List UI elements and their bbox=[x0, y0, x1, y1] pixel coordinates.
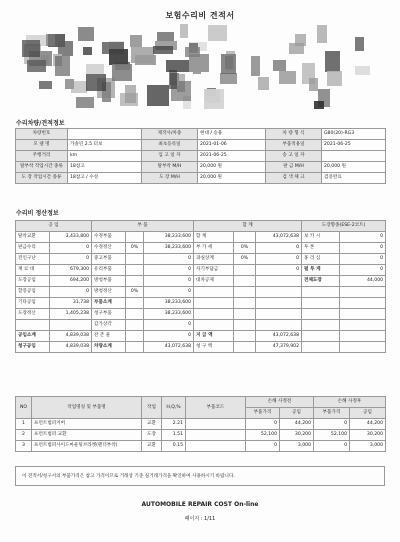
cost-value bbox=[340, 320, 386, 331]
cost-value: 0 bbox=[50, 243, 92, 254]
cost-value bbox=[340, 309, 386, 320]
cost-label: 대차공제 bbox=[194, 276, 234, 287]
cost-value: 0 bbox=[256, 254, 302, 265]
cost-value: 0 bbox=[50, 254, 92, 265]
cost-value bbox=[256, 298, 302, 309]
cost-value: 0 bbox=[144, 320, 194, 331]
mosaic-block bbox=[355, 37, 364, 51]
cost-value bbox=[340, 342, 386, 353]
mosaic-block bbox=[27, 60, 46, 72]
cost-value: 31,738 bbox=[50, 298, 92, 309]
cost-value: 0% bbox=[126, 243, 144, 254]
cost-value: 0 bbox=[50, 287, 92, 298]
mosaic-block bbox=[83, 47, 92, 55]
cost-label: 탈착교환 bbox=[16, 232, 50, 243]
cost-label: 펄 투 게 bbox=[302, 265, 340, 276]
cost-label bbox=[194, 287, 234, 298]
parts-cell: 2 bbox=[16, 430, 32, 441]
parts-cell: 0 bbox=[246, 441, 280, 452]
parts-col-no: NO bbox=[16, 397, 32, 419]
cost-label bbox=[302, 342, 340, 353]
disclaimer-note: 이 견적서/청구서의 부품가격은 참고 가격이므로 거래상 기준 실거래가격을 확인하여 사용하시기 바랍니다. bbox=[15, 466, 385, 486]
mosaic-block bbox=[130, 35, 142, 47]
cost-label: 판금수리 bbox=[16, 243, 50, 254]
cost-value bbox=[234, 320, 256, 331]
cost-value: 0 bbox=[144, 287, 194, 298]
cost-value: 3,433,800 bbox=[50, 232, 92, 243]
mosaic-block bbox=[208, 25, 227, 41]
cost-label: 홍 리 심 bbox=[302, 254, 340, 265]
table-row bbox=[16, 129, 386, 140]
cost-value: 38,233,600 bbox=[144, 309, 194, 320]
mosaic-block bbox=[39, 81, 52, 89]
field-label: 도 장 작업시간 종류 bbox=[16, 173, 68, 184]
cost-label: 청 구 액 bbox=[194, 342, 234, 353]
mosaic-block bbox=[76, 97, 94, 108]
cost-label: 보 카 시 bbox=[302, 232, 340, 243]
parts-cell: 0 bbox=[314, 441, 350, 452]
cost-value: 4,839,038 bbox=[50, 331, 92, 342]
cost-label: 과실상계 bbox=[194, 254, 234, 265]
mosaic-block bbox=[279, 71, 296, 84]
vehicle-info-table bbox=[15, 128, 386, 184]
field-value: 18참고 / 수성 bbox=[68, 173, 142, 184]
mosaic-block bbox=[180, 24, 188, 38]
field-value: 검증완료 bbox=[322, 173, 386, 184]
cost-label: 방청정산 bbox=[92, 287, 126, 298]
field-label: 주행거리 bbox=[16, 151, 68, 162]
cost-value: 38,233,600 bbox=[144, 232, 194, 243]
table-row bbox=[16, 232, 386, 243]
parts-cell: 1 bbox=[16, 419, 32, 430]
cost-value: 694,200 bbox=[50, 276, 92, 287]
cost-label: 도장정산 bbox=[16, 309, 50, 320]
cost-label: 전체도장 bbox=[302, 276, 340, 287]
cost-label: 할증공임 bbox=[16, 287, 50, 298]
cost-label: 자기부담금 bbox=[194, 265, 234, 276]
field-value: G80(20)-RG3 bbox=[322, 129, 386, 140]
cost-label bbox=[302, 309, 340, 320]
cost-label bbox=[16, 320, 50, 331]
cost-value bbox=[234, 232, 256, 243]
cost-value: 0% bbox=[126, 287, 144, 298]
cost-label: 합 계 bbox=[194, 232, 234, 243]
mosaic-block bbox=[204, 89, 224, 109]
parts-cell: 3 bbox=[16, 441, 32, 452]
cost-label bbox=[302, 298, 340, 309]
field-label: 최초등록일 bbox=[142, 140, 198, 151]
table-row bbox=[16, 162, 386, 173]
table-row bbox=[16, 287, 386, 298]
cost-value bbox=[234, 265, 256, 276]
field-value: 20,000 원 bbox=[322, 162, 386, 173]
mosaic-block bbox=[120, 93, 138, 106]
parts-cell: 1.51 bbox=[162, 430, 186, 441]
parts-cell: 0.15 bbox=[162, 441, 186, 452]
cost-label bbox=[302, 320, 340, 331]
table-row bbox=[16, 320, 386, 331]
cost-label bbox=[194, 309, 234, 320]
mosaic-block bbox=[355, 66, 370, 75]
parts-col-after: 손해 사정후 bbox=[314, 397, 386, 408]
field-value: 2021-06-25 bbox=[322, 140, 386, 151]
cost-settlement-table bbox=[15, 220, 386, 353]
cost-value bbox=[234, 342, 256, 353]
cost-value: 0% bbox=[234, 254, 256, 265]
field-value bbox=[68, 129, 142, 140]
parts-header: 부 품 bbox=[92, 221, 194, 232]
table-row bbox=[16, 331, 386, 342]
cost-label: 도장공임 bbox=[16, 276, 50, 287]
table-row bbox=[16, 309, 386, 320]
cost-label: 수정부품 bbox=[92, 232, 126, 243]
parts-col-code: 부품코드 bbox=[186, 397, 246, 419]
cost-value bbox=[234, 331, 256, 342]
cost-value: 0 bbox=[144, 331, 194, 342]
mosaic-block bbox=[327, 71, 342, 86]
vehicle-section-title: 수리차량/견적정보 bbox=[16, 120, 65, 127]
mosaic-block bbox=[169, 70, 177, 89]
parts-cell: 도장 bbox=[142, 430, 162, 441]
parts-cell: 30,200 bbox=[350, 430, 386, 441]
parts-work-table bbox=[15, 396, 386, 452]
cost-value bbox=[256, 320, 302, 331]
parts-cell: 0 bbox=[314, 419, 350, 430]
cost-value: 0 bbox=[144, 254, 194, 265]
mosaic-block bbox=[302, 63, 315, 84]
mosaic-block bbox=[55, 56, 70, 76]
cost-value: 0 bbox=[256, 265, 302, 276]
cost-value: 0 bbox=[340, 243, 386, 254]
cost-value: 44,000 bbox=[340, 276, 386, 287]
cost-value: 38,233,600 bbox=[144, 298, 194, 309]
cost-label: 수정정산 bbox=[92, 243, 126, 254]
parts-cell: 3,000 bbox=[350, 441, 386, 452]
cost-value: 47,379,902 bbox=[256, 342, 302, 353]
cost-value bbox=[340, 298, 386, 309]
mosaic-block bbox=[157, 32, 174, 41]
field-label: 모 델 명 bbox=[16, 140, 68, 151]
field-value: 20,000 원 bbox=[198, 162, 266, 173]
cost-label bbox=[302, 331, 340, 342]
mosaic-block bbox=[65, 79, 74, 89]
cost-value bbox=[126, 320, 144, 331]
cost-label: 유리부품 bbox=[92, 265, 126, 276]
field-value: 18참고 bbox=[68, 162, 142, 173]
cost-value bbox=[256, 287, 302, 298]
cost-label: 공임소계 bbox=[16, 331, 50, 342]
cost-value bbox=[126, 298, 144, 309]
cost-value: 1,405,238 bbox=[50, 309, 92, 320]
cost-label bbox=[302, 287, 340, 298]
parts-cell: 교환 bbox=[142, 419, 162, 430]
redacted-mosaic bbox=[18, 24, 380, 110]
field-value: km bbox=[68, 151, 142, 162]
mosaic-block bbox=[131, 47, 154, 63]
parts-cell: 프런트범퍼사이드마운팅브라켓(펜더부착) bbox=[32, 441, 142, 452]
cost-value bbox=[126, 309, 144, 320]
mosaic-block bbox=[78, 27, 94, 41]
parts-cell: 0 bbox=[246, 419, 280, 430]
cost-value bbox=[50, 320, 92, 331]
field-label: 판 금 M/H bbox=[266, 162, 322, 173]
field-label: 송 고 일 자 bbox=[266, 151, 322, 162]
cost-value: 43,072,638 bbox=[256, 232, 302, 243]
table-row bbox=[16, 265, 386, 276]
cost-label bbox=[194, 320, 234, 331]
cost-value bbox=[126, 342, 144, 353]
parts-col-name: 작업명칭 및 부품명 bbox=[32, 397, 142, 419]
mosaic-block bbox=[251, 56, 260, 76]
cost-label: 청구공임 bbox=[16, 342, 50, 353]
parts-cell bbox=[186, 419, 246, 430]
mosaic-block bbox=[221, 54, 236, 74]
parts-col-work: 작업 bbox=[142, 397, 162, 419]
cost-label: 방청부품 bbox=[92, 276, 126, 287]
table-row bbox=[16, 173, 386, 184]
total-header: 합 계 bbox=[194, 221, 302, 232]
footer-title: AUTOMOBILE REPAIR COST On-line bbox=[141, 501, 259, 508]
cost-value: 43,072,638 bbox=[256, 331, 302, 342]
cost-value bbox=[234, 309, 256, 320]
table-row bbox=[16, 441, 386, 452]
cost-value bbox=[234, 298, 256, 309]
cost-value bbox=[126, 331, 144, 342]
cost-label: 감가상각 bbox=[92, 320, 126, 331]
field-value: 현대 / 승용 bbox=[198, 129, 266, 140]
cost-value: 0 bbox=[340, 265, 386, 276]
page-indicator: 페이지 : 1/11 bbox=[184, 516, 216, 522]
parts-col-before-price: 부품가격 bbox=[246, 408, 280, 419]
labor-header: 공 임 bbox=[16, 221, 92, 232]
table-row bbox=[16, 342, 386, 353]
cost-label: 부 가 세 bbox=[194, 243, 234, 254]
mosaic-block bbox=[86, 74, 106, 91]
parts-cell: 44,200 bbox=[280, 419, 314, 430]
parts-cell: 44,200 bbox=[350, 419, 386, 430]
mosaic-block bbox=[258, 77, 269, 90]
mosaic-block bbox=[185, 47, 200, 57]
cost-label: 잔 존 물 bbox=[92, 331, 126, 342]
cost-value bbox=[234, 276, 256, 287]
table-row bbox=[16, 430, 386, 441]
mosaic-block bbox=[102, 42, 124, 54]
parts-col-before-labor: 공임 bbox=[280, 408, 314, 419]
cost-value bbox=[126, 232, 144, 243]
cost-label: 부품소계 bbox=[92, 298, 126, 309]
mosaic-block bbox=[22, 40, 40, 57]
table-row bbox=[16, 151, 386, 162]
cost-label: 견인구난 bbox=[16, 254, 50, 265]
field-label: 탈부착 M/H bbox=[142, 162, 198, 173]
cost-label: 중고부품 bbox=[92, 254, 126, 265]
document-title: 보험수리비 견적서 bbox=[165, 11, 235, 20]
mosaic-block bbox=[220, 73, 237, 84]
parts-col-hq: H,Q,% bbox=[162, 397, 186, 419]
cost-label: 차량소계 bbox=[92, 342, 126, 353]
table-row bbox=[16, 419, 386, 430]
parts-cell: 2.21 bbox=[162, 419, 186, 430]
field-value: 2021-06-25 bbox=[198, 151, 266, 162]
cost-value: 0 bbox=[340, 232, 386, 243]
mosaic-block bbox=[325, 51, 340, 72]
cost-value bbox=[126, 276, 144, 287]
mosaic-block bbox=[46, 34, 55, 46]
mosaic-block bbox=[289, 43, 304, 54]
cost-value bbox=[256, 276, 302, 287]
field-label: 도 장 M/H bbox=[142, 173, 198, 184]
mosaic-block bbox=[314, 101, 324, 109]
cost-value bbox=[126, 265, 144, 276]
cost-value bbox=[256, 309, 302, 320]
cost-value: 0 bbox=[256, 243, 302, 254]
cost-value: 0 bbox=[340, 254, 386, 265]
field-value: 20,000 원 bbox=[198, 173, 266, 184]
mosaic-block bbox=[112, 64, 132, 81]
parts-col-before: 손해 사정전 bbox=[246, 397, 314, 408]
cost-label: 청구부품 bbox=[92, 309, 126, 320]
field-label: 입 고 일 자 bbox=[142, 151, 198, 162]
cost-value: 43,072,638 bbox=[144, 342, 194, 353]
table-row bbox=[16, 254, 386, 265]
cost-label: 재 료 대 bbox=[16, 265, 50, 276]
parts-cell: 30,200 bbox=[280, 430, 314, 441]
cost-section-title: 수리비 정산정보 bbox=[16, 210, 59, 217]
cost-value: 0% bbox=[234, 243, 256, 254]
field-label: 차량번호 bbox=[16, 129, 68, 140]
cost-value: 679,300 bbox=[50, 265, 92, 276]
cost-label: 지 급 액 bbox=[194, 331, 234, 342]
parts-cell: 교환 bbox=[142, 441, 162, 452]
field-label: 검 색 체 크 bbox=[266, 173, 322, 184]
parts-cell bbox=[186, 430, 246, 441]
parts-cell: 52,100 bbox=[246, 430, 280, 441]
cost-label: 투 톤 bbox=[302, 243, 340, 254]
mosaic-block bbox=[317, 25, 327, 43]
table-row bbox=[16, 298, 386, 309]
table-row bbox=[16, 243, 386, 254]
field-label: 차 량 형 식 bbox=[266, 129, 322, 140]
cost-value: 38,233,600 bbox=[144, 243, 194, 254]
field-label: 부품적용일 bbox=[266, 140, 322, 151]
cost-value bbox=[234, 287, 256, 298]
cost-value bbox=[126, 254, 144, 265]
cost-label bbox=[194, 298, 234, 309]
parts-cell: 프런트범퍼 교환 bbox=[32, 430, 142, 441]
parts-cell: 프런트범퍼커버 bbox=[32, 419, 142, 430]
paint-header: 도장향종(ESE-2코트) bbox=[302, 221, 386, 232]
parts-col-after-labor: 공임 bbox=[350, 408, 386, 419]
field-value: 2021-01-06 bbox=[198, 140, 266, 151]
cost-value: 4,839,038 bbox=[50, 342, 92, 353]
cost-value: 0 bbox=[144, 265, 194, 276]
cost-label: 기타공임 bbox=[16, 298, 50, 309]
field-value: 가솔린 2.5 터보 bbox=[68, 140, 142, 151]
cost-value bbox=[340, 331, 386, 342]
mosaic-block bbox=[193, 63, 201, 74]
field-value bbox=[322, 151, 386, 162]
table-row bbox=[16, 140, 386, 151]
table-row bbox=[16, 276, 386, 287]
cost-value: 0 bbox=[144, 276, 194, 287]
mosaic-block bbox=[86, 64, 104, 74]
field-label: 탈부착 작업시간 종류 bbox=[16, 162, 68, 173]
field-label: 제작사/차종 bbox=[142, 129, 198, 140]
parts-col-after-price: 부품가격 bbox=[314, 408, 350, 419]
parts-cell: 3,000 bbox=[280, 441, 314, 452]
parts-cell: 52,100 bbox=[314, 430, 350, 441]
mosaic-block bbox=[273, 60, 286, 71]
parts-cell bbox=[186, 441, 246, 452]
cost-value bbox=[340, 287, 386, 298]
mosaic-block bbox=[153, 46, 173, 54]
mosaic-block bbox=[147, 85, 169, 106]
